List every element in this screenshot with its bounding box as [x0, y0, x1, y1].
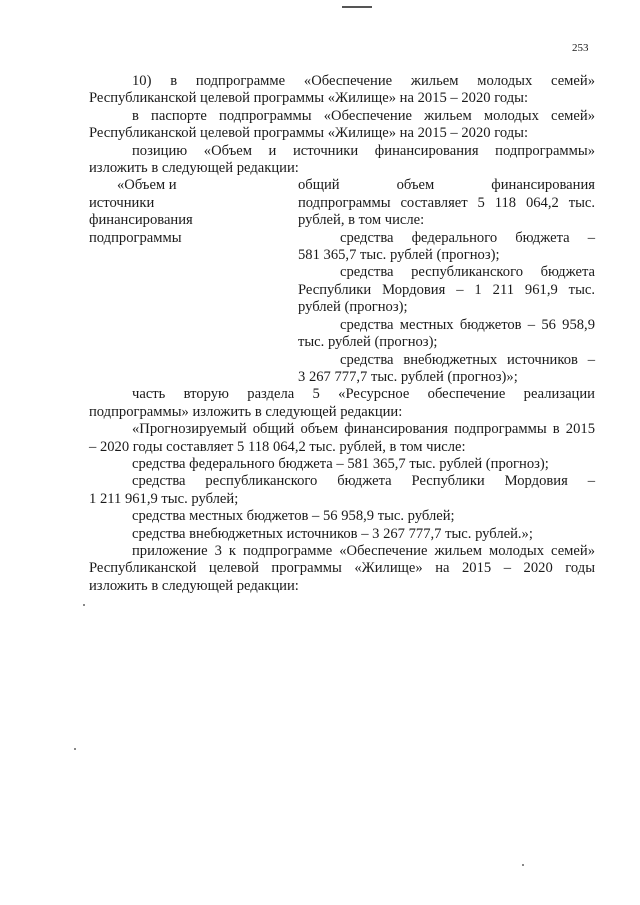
scan-speck	[83, 604, 85, 606]
content-line: средства республиканского бюджета	[340, 264, 595, 281]
label-line: источники	[89, 194, 155, 211]
text-line: 1 211 961,9 тыс. рублей;	[89, 490, 239, 507]
scan-speck	[74, 748, 76, 750]
passport-position-content	[298, 177, 595, 386]
text-line: средства республиканского бюджета Республики Мордовия –	[132, 473, 595, 490]
label-line: финансирования	[89, 212, 193, 229]
content-line: рублей, в том числе:	[298, 212, 425, 229]
text-line: позицию «Объем и источники финансирования подпрограммы»	[132, 142, 595, 159]
text-line: средства местных бюджетов – 56 958,9 тыс. рублей;	[132, 508, 455, 525]
text-line: средства внебюджетных источников – 3 267 777,7 тыс. рублей.»;	[132, 525, 533, 542]
text-line: Республиканской целевой программы «Жилище» на 2015 – 2020 годы:	[89, 90, 529, 107]
content-line: средства федерального бюджета –	[340, 229, 595, 246]
label-line: подпрограммы	[89, 229, 182, 246]
page-number: 253	[572, 42, 589, 54]
content-line: средства местных бюджетов – 56 958,9	[340, 316, 595, 333]
document-body	[89, 73, 595, 595]
scan-speck	[522, 864, 524, 866]
passport-position-table	[89, 177, 595, 386]
content-line: 581 365,7 тыс. рублей (прогноз);	[298, 247, 500, 264]
text-line: 10) в подпрограмме «Обеспечение жильем молодых семей»	[132, 73, 595, 89]
text-line: Республиканской целевой программы «Жилище» на 2015 – 2020 годы:	[89, 125, 529, 142]
passport-position-label	[89, 177, 289, 386]
content-line: 3 267 777,7 тыс. рублей (прогноз)»;	[298, 368, 518, 385]
text-line: изложить в следующей редакции:	[89, 577, 299, 594]
content-line: рублей (прогноз);	[298, 299, 408, 316]
content-line: подпрограммы составляет 5 118 064,2 тыс.	[298, 194, 595, 211]
content-line: Республики Мордовия – 1 211 961,9 тыс.	[298, 281, 595, 298]
text-line: «Прогнозируемый общий объем финансирования подпрограммы в 2015	[132, 421, 595, 438]
content-line: средства внебюджетных источников –	[340, 351, 595, 368]
text-line: средства федерального бюджета – 581 365,7 тыс. рублей (прогноз);	[132, 455, 549, 472]
scan-mark	[342, 6, 372, 8]
content-line: тыс. рублей (прогноз);	[298, 334, 438, 351]
text-line: в паспорте подпрограммы «Обеспечение жильем молодых семей»	[132, 107, 595, 124]
content-line: общий объем финансирования	[298, 177, 595, 194]
text-line: Республиканской целевой программы «Жилище» на 2015 – 2020 годы	[89, 560, 595, 577]
text-line: изложить в следующей редакции:	[89, 160, 299, 177]
label-line: «Объем и	[117, 177, 177, 194]
text-line: приложение 3 к подпрограмме «Обеспечение жильем молодых семей»	[132, 542, 595, 559]
text-line: подпрограммы» изложить в следующей редакции:	[89, 403, 403, 420]
text-line: часть вторую раздела 5 «Ресурсное обеспечение реализации	[132, 386, 595, 403]
paragraphs-after-table	[89, 386, 595, 595]
paragraphs-before-table	[89, 73, 595, 177]
text-line: – 2020 годы составляет 5 118 064,2 тыс. рублей, в том числе:	[89, 438, 466, 455]
